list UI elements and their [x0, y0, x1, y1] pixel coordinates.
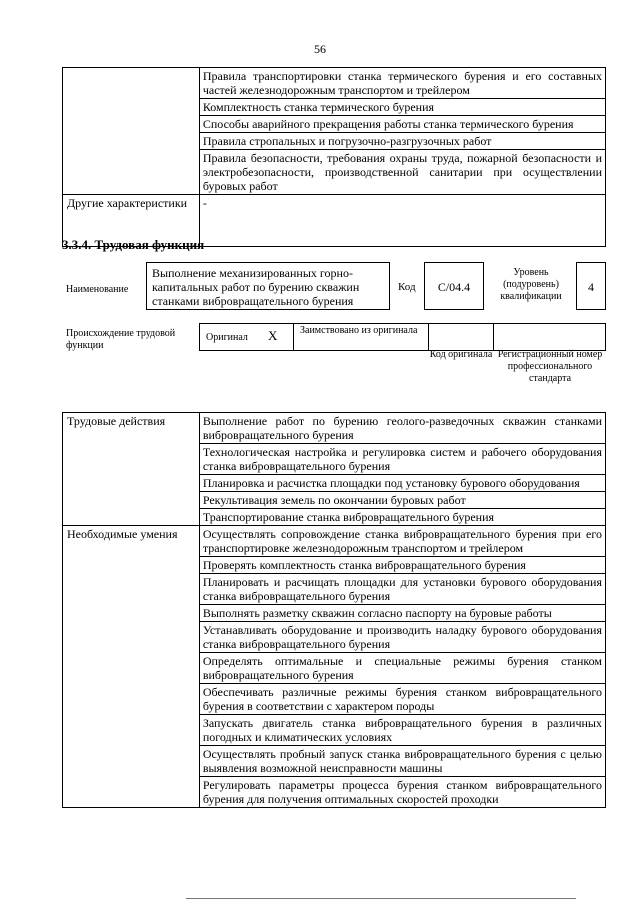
code-label: Код	[398, 281, 416, 293]
knowledge-item: Правила стропальных и погрузочно-разгрузочных работ	[199, 133, 605, 150]
labor-function-table	[62, 412, 606, 808]
knowledge-table	[62, 67, 606, 247]
code-box: С/04.4	[424, 262, 484, 310]
section-heading: 3.3.4. Трудовая функция	[62, 237, 205, 252]
labor-action-item: Выполнение работ по бурению геолого-разведочных скважин станками вибровращательного бурения	[199, 413, 605, 444]
labor-action-item: Планировка и расчистка площадки под установку бурового оборудования	[199, 475, 605, 492]
skill-item: Выполнять разметку скважин согласно паспорту на буровые работы	[199, 605, 605, 622]
origin-reg-box	[493, 323, 606, 351]
knowledge-item: Комплектность станка термического бурения	[199, 99, 605, 116]
page-number: 56	[314, 42, 326, 56]
knowledge-item: Способы аварийного прекращения работы станка термического бурения	[199, 116, 605, 133]
other-characteristics-label: Другие характеристики	[63, 195, 200, 247]
skill-item: Осуществлять пробный запуск станка вибровращательного бурения с целью выявления возможной неисправности машины	[199, 746, 605, 777]
page-bottom-edge	[186, 898, 576, 899]
skill-item: Планировать и расчищать площадки для установки бурового оборудования станка вибровращательного бурения	[199, 574, 605, 605]
skill-item: Проверять комплектность станка вибровращательного бурения	[199, 557, 605, 574]
labor-action-item: Рекультивация земель по окончании буровых работ	[199, 492, 605, 509]
origin-borrowed-box	[293, 323, 429, 351]
skill-item: Запускать двигатель станка вибровращательного бурения в различных погодных и климатических условиях	[199, 715, 605, 746]
labor-action-item: Технологическая настройка и регулировка систем и рабочего оборудования станка вибровращательного бурения	[199, 444, 605, 475]
level-box: 4	[576, 262, 606, 310]
registration-caption: Регистрационный номер профессионального стандарта	[497, 349, 603, 384]
borrowed-label: Заимствовано из оригинала	[300, 325, 418, 336]
original-mark: X	[268, 328, 278, 343]
name-label: Наименование	[66, 284, 129, 295]
skill-item: Устанавливать оборудование и производить наладку бурового оборудования станка вибровращательного бурения	[199, 622, 605, 653]
level-label: Уровень (подуровень) квалификации	[500, 267, 562, 302]
knowledge-item: Правила транспортировки станка термического бурения и его составных частей железнодорожным транспортом и трейлером	[199, 68, 605, 99]
skills-label: Необходимые умения	[63, 526, 200, 808]
function-name-box: Выполнение механизированных горно-капитальных работ по бурению скважин станками вибровращательного бурения	[146, 262, 390, 310]
skill-item: Определять оптимальные и специальные режимы бурения станком вибровращательного бурения	[199, 653, 605, 684]
code-original-caption: Код оригинала	[429, 349, 493, 360]
knowledge-item: Правила безопасности, требования охраны труда, пожарной безопасности и электробезопасности, производственной санитарии при осуществлении буровых работ	[199, 150, 605, 195]
origin-label: Происхождение трудовой функции	[66, 328, 176, 351]
origin-code-box	[428, 323, 494, 351]
other-characteristics-value: -	[199, 195, 605, 247]
labor-action-item: Транспортирование станка вибровращательного бурения	[199, 509, 605, 526]
skill-item: Осуществлять сопровождение станка вибровращательного бурения при его транспортировке железнодорожным транспортом и трейлером	[199, 526, 605, 557]
skill-item: Регулировать параметры процесса бурения станком вибровращательного бурения для получения оптимальных скоростей проходки	[199, 777, 605, 808]
original-label: Оригинал	[206, 332, 248, 343]
origin-original-box	[199, 323, 294, 351]
empty-label-cell	[63, 68, 200, 195]
labor-actions-label: Трудовые действия	[63, 413, 200, 526]
skill-item: Обеспечивать различные режимы бурения станком вибровращательного бурения в соответствии с характером породы	[199, 684, 605, 715]
